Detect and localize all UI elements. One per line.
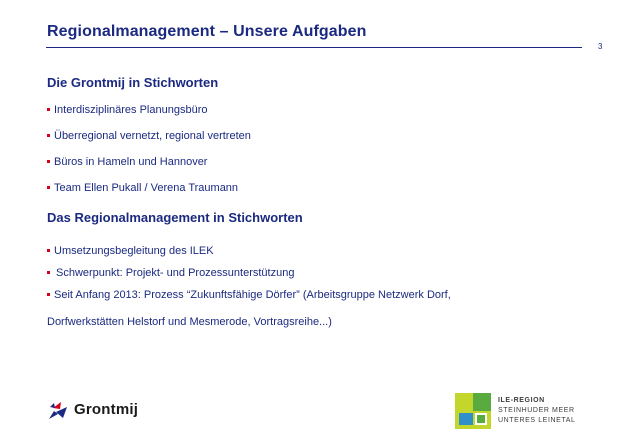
grontmij-wordmark: Grontmij [74, 401, 139, 418]
list-item-continuation: Dorfwerkstätten Helstorf und Mesmerode, Vortragsreihe...) [47, 316, 332, 328]
section-heading-regionalmanagement: Das Regionalmanagement in Stichworten [47, 210, 303, 225]
page-number: 3 [598, 42, 603, 51]
bullet-icon [47, 108, 50, 111]
bullet-icon [47, 249, 50, 252]
ile-region-logo-icon [455, 393, 491, 429]
bullet-icon [47, 160, 50, 163]
ile-region-logo [455, 393, 595, 429]
list-item: Seit Anfang 2013: Prozess “Zukunftsfähige Dörfer” (Arbeitsgruppe Netzwerk Dorf, [47, 289, 451, 302]
bullet-icon [47, 293, 50, 296]
list-item: Büros in Hameln und Hannover [47, 156, 251, 169]
page-title: Regionalmanagement – Unsere Aufgaben [47, 23, 367, 40]
list-item: Interdisziplinäres Planungsbüro [47, 104, 251, 117]
regionalmanagement-bullet-list [47, 245, 451, 302]
bullet-icon [47, 271, 50, 274]
list-item: Umsetzungsbegleitung des ILEK [47, 245, 451, 258]
ile-region-wordmark: ILE-REGION STEINHUDER MEER UNTERES LEINETAL [498, 397, 576, 424]
bullet-icon [47, 134, 50, 137]
list-item: Schwerpunkt: Projekt- und Prozessunterstützung [47, 267, 451, 280]
section-heading-grontmij: Die Grontmij in Stichworten [47, 75, 219, 90]
bullet-icon [47, 186, 50, 189]
grontmij-bullet-list [47, 104, 251, 195]
list-item: Überregional vernetzt, regional vertreten [47, 130, 251, 143]
title-divider [46, 47, 582, 48]
list-item: Team Ellen Pukall / Verena Traumann [47, 182, 251, 195]
grontmij-logo-icon [47, 399, 69, 421]
